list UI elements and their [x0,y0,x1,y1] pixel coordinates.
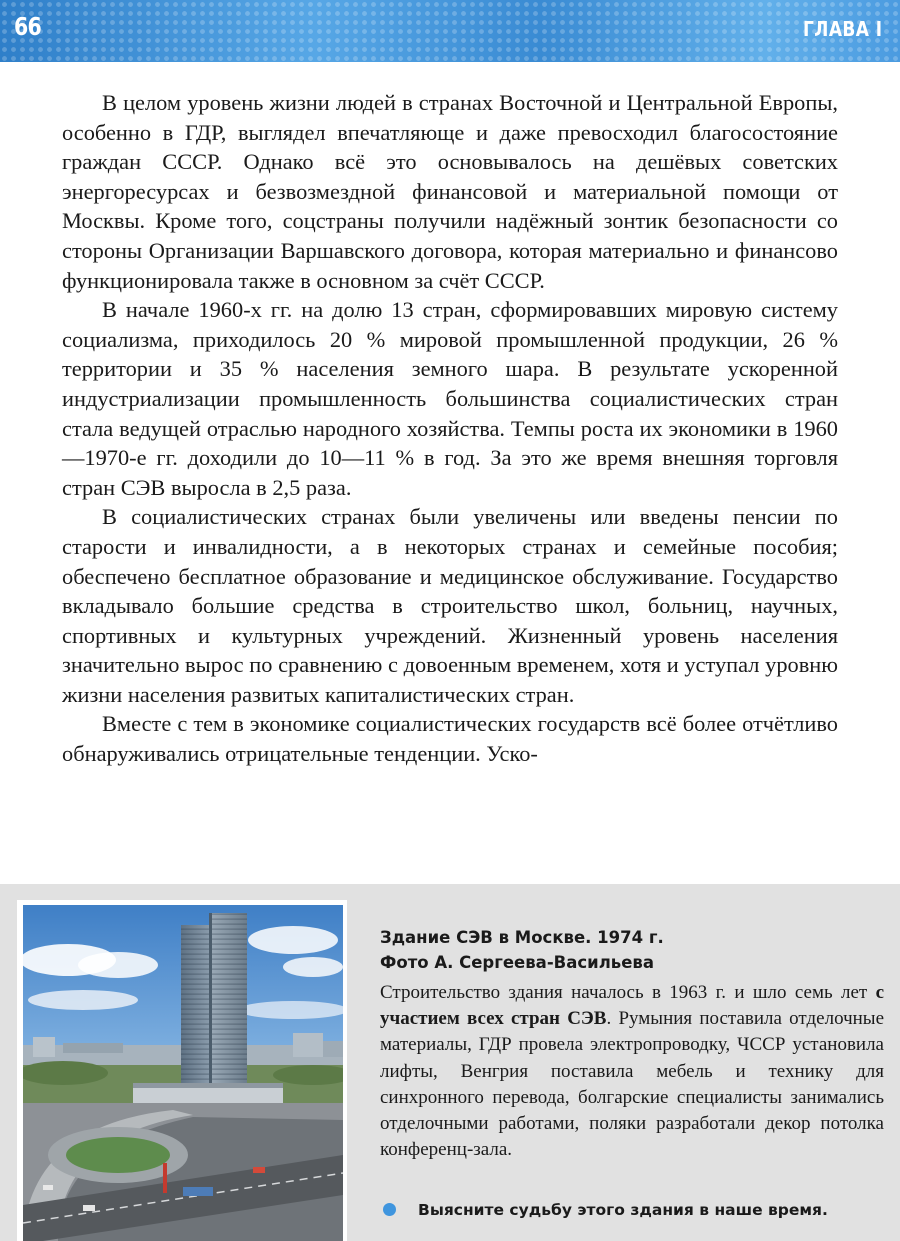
comecon-building-photo [23,905,343,1241]
question-text: Выясните судьбу этого здания в наше время. [418,1201,828,1219]
paragraph-2: В начале 1960-х гг. на долю 13 стран, сформировавших мировую систему социализма, приходилось 20 % мировой промышленной продукции, 26 % территории и 35 % населения земного шара. В результате ускоренной индустриализации промышленность большинства социалистических стран стала ведущей отраслью народного хозяйства. Темпы роста их экономики в 1960—1970-е гг. доходили до 10—11 % в год. За это же время внешняя торговля стран СЭВ выросла в 2,5 раза. [62,297,838,500]
bullet-dot-icon [383,1203,396,1216]
caption-body [380,980,884,1163]
paragraph-1: В целом уровень жизни людей в странах Восточной и Центральной Европы, особенно в ГДР, выглядел впечатляюще и даже превосходил благосостояние граждан СССР. Однако всё это основывалось на дешёвых советских энергоресурсах и безвозмездной финансовой и материальной помощи от Москвы. Кроме того, соцстраны получили надёжный зонтик безопасности со стороны Организации Варшавского договора, которая материально и финансово функционировала также в основном за счёт СССР. [62,90,838,293]
caption-title-line-1: Здание СЭВ в Москве. 1974 г. [380,928,664,947]
caption-body-text-start: Строительство здания началось в 1963 г. и шло семь лет [380,982,876,1003]
main-text [62,88,838,769]
paragraph-4: Вместе с тем в экономике социалистических государств всё более отчётливо обнаруживались отрицательные тенденции. Уско- [62,711,838,767]
page-number: 66 [14,12,41,41]
page-header-band [0,0,900,62]
chapter-label: ГЛАВА I [802,17,882,41]
caption-body-emphasis: с участием всех стран СЭВ [380,982,884,1030]
paragraph-3: В социалистических странах были увеличены или введены пенсии по старости и инвалидности, а в некоторых странах и семейные пособия; обеспечено бесплатное образование и медицинское обслуживание. Государство вкладывало большие средства в строительство школ, больниц, научных, спортивных и культурных учреждений. Жизненный уровень населения значительно вырос по сравнению с довоенным временем, хотя и уступал уровню жизни населения развитых капиталистических стран. [62,504,838,707]
caption-title-line-2: Фото А. Сергеева-Васильева [380,953,654,972]
caption-title [380,925,880,975]
question-row [380,1199,884,1225]
caption-body-text-end: . Румыния поставила отделочные материалы, ГДР провела электропроводку, ЧССР установила лифты, Венгрия поставила мебель и технику для синхронного перевода, болгарские специалисты занимались отделочными работами, поляки разработали декор потолка конференц-зала. [380,1008,884,1161]
